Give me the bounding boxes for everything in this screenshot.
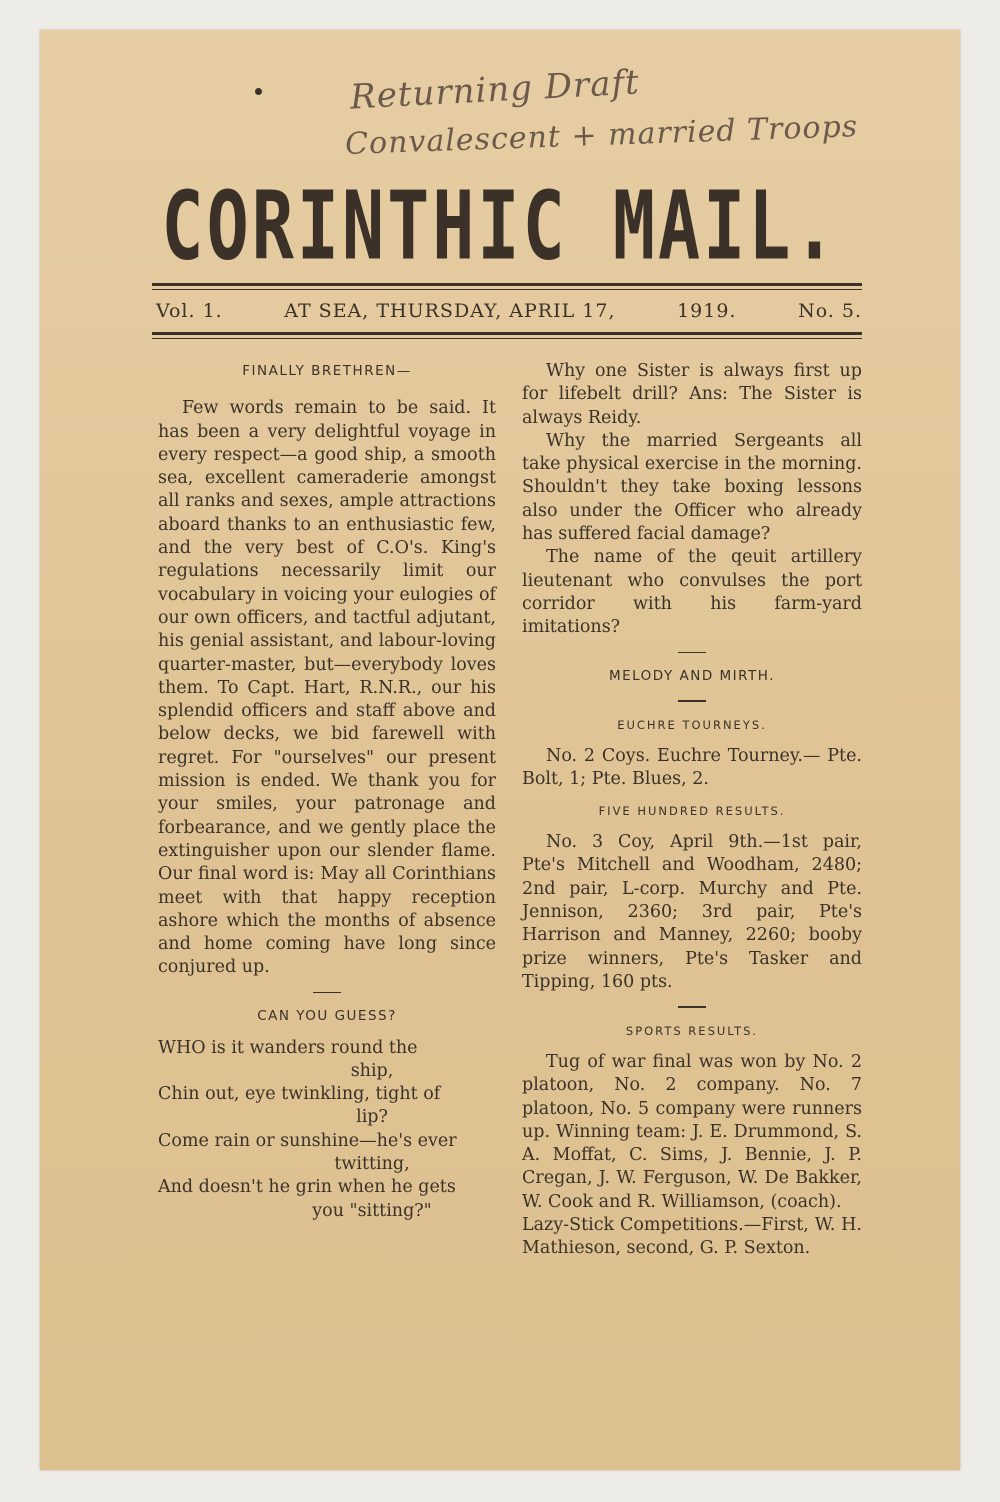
euchre-results: No. 2 Coys. Euchre Tourney.— Pte. Bolt, 1; Pte. Blues, 2.: [522, 746, 862, 790]
dateline: [156, 300, 862, 322]
right-column: [522, 360, 862, 1261]
lazy-stick-results: Lazy-Stick Competitions.—First, W. H. Mathieson, second, G. P. Sexton.: [522, 1215, 862, 1259]
poem-line: [158, 1176, 496, 1223]
volume: Vol. 1.: [156, 300, 223, 322]
poem-line: [158, 1130, 496, 1177]
separator: [313, 992, 341, 994]
year: 1919.: [677, 300, 737, 322]
poem-line-continuation: twitting,: [334, 1154, 410, 1174]
handwritten-note-line-2: Convalescent + married Troops: [344, 109, 859, 162]
heading-melody-and-mirth: MELODY AND MIRTH.: [608, 668, 776, 685]
poem-line-continuation: ship,: [350, 1060, 394, 1081]
masthead-title: CORINTHIC MAIL.: [161, 170, 839, 282]
separator: [678, 1006, 706, 1008]
subheading-five-hundred: FIVE HUNDRED RESULTS.: [598, 803, 786, 818]
question-lieutenant: The name of the qeuit artillery lieutenant who convulses the port corridor with his farm-yard imitations?: [522, 547, 862, 638]
question-sister: Why one Sister is always first up for lifebelt drill? Ans: The Sister is always Reidy.: [522, 361, 862, 428]
handwritten-note-line-1: Returning Draft: [349, 62, 641, 118]
ink-dot: [255, 88, 262, 95]
top-rule: [152, 283, 862, 286]
separator: [678, 700, 706, 702]
poem-line-continuation: you "sitting?": [312, 1200, 432, 1221]
five-hundred-results: No. 3 Coy, April 9th.—1st pair, Pte's Mitchell and Woodham, 2480; 2nd pair, L-corp. Murchy and Pte. Jennison, 2360; 3rd pair, Pte's Harrison and Manney, 2260; booby prize winners, Pte's Tasker and Tipping, 160 pts.: [522, 832, 862, 992]
poem-line: [158, 1083, 496, 1130]
place-date: AT SEA, THURSDAY, APRIL 17,: [284, 300, 616, 322]
heading-can-you-guess: CAN YOU GUESS?: [257, 1008, 397, 1025]
bottom-rule: [152, 332, 862, 335]
subheading-euchre: EUCHRE TOURNEYS.: [617, 717, 767, 732]
article-finally-brethren: Few words remain to be said. It has been a very delightful voyage in every respect—a good ship, a smooth sea, excellent cameraderie amongst all ranks and sexes, ample attractions aboard thanks to an enthusiastic few, and the very best of C.O's. King's regulations necessarily limit our vocabulary in voicing your eulogies of our own officers, and tactful adjutant, his genial assistant, and labour-loving quarter-master, but—everybody loves them. To Capt. Hart, R.N.R., our his splendid officers and staff above and below decks, we bid farewell with regret. For "ourselves" our present mission is ended. We thank you for your smiles, your patronage and forbearance, and we gently place the extinguisher upon our slender flame. Our final word is: May all Corinthians meet with that happy reception ashore which the months of absence and home coming have long since conjured up.: [158, 398, 496, 978]
poem-line-text: Chin out, eye twinkling, tight of: [158, 1084, 441, 1105]
poem-line-text: And doesn't he grin when he gets: [158, 1177, 456, 1198]
top-rule-thin: [152, 289, 862, 290]
heading-finally-brethren: FINALLY BRETHREN—: [242, 363, 412, 379]
question-sergeants: Why the married Sergeants all take physical exercise in the morning. Shouldn't they take boxing lessons also under the Officer who already has suffered facial damage?: [522, 430, 862, 545]
issue-number: No. 5.: [798, 300, 862, 322]
subheading-sports: SPORTS RESULTS.: [625, 1023, 759, 1038]
separator: [678, 652, 706, 654]
bottom-rule-thin: [152, 338, 862, 339]
poem: [158, 1037, 496, 1223]
poem-line-text: WHO is it wanders round the: [158, 1037, 418, 1058]
newspaper-page: [40, 30, 960, 1470]
poem-line: [158, 1037, 496, 1084]
tug-of-war-results: Tug of war final was won by No. 2 platoon, No. 2 company. No. 7 platoon, No. 5 company were runners up. Winning team: J. E. Drummond, S. A. Moffat, C. Sims, J. Bennie, J. P. Cregan, J. W. Ferguson, W. De Bakker, W. Cook and R. Williamson, (coach).: [522, 1051, 862, 1212]
poem-line-continuation: lip?: [356, 1107, 388, 1128]
poem-line-text: Come rain or sunshine—he's ever: [158, 1130, 457, 1151]
left-column: [158, 360, 496, 1223]
